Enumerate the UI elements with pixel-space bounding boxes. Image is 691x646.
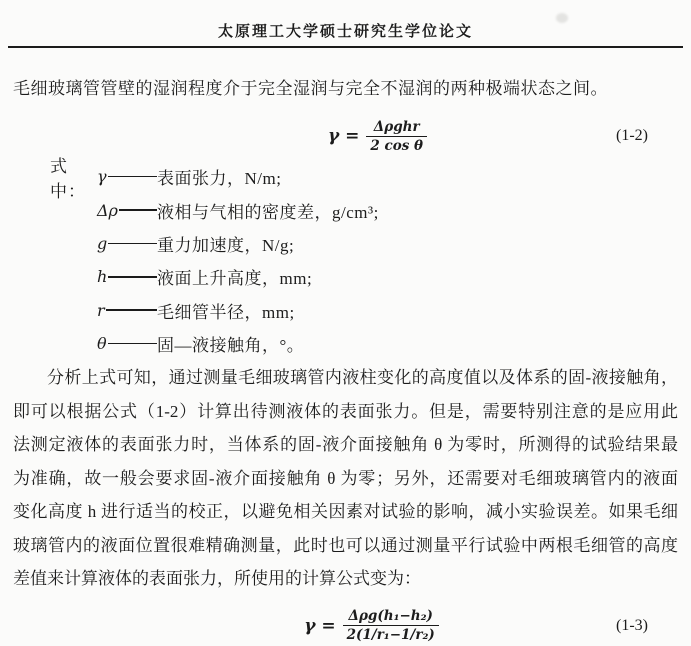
fraction-denominator: 2 cos θ bbox=[370, 137, 423, 154]
equation-1-2-row bbox=[13, 114, 678, 158]
definition-description: 固—液接触角，°。 bbox=[157, 336, 305, 356]
definition-dash bbox=[106, 309, 157, 311]
definition-row bbox=[50, 260, 678, 293]
paragraph-line: 差值来计算液体的表面张力，所使用的计算公式变为： bbox=[13, 569, 421, 589]
paragraph-line: 为准确，故一般会要求固-液介面接触角 θ 为零；另外，还需要对毛细玻璃管内的液面 bbox=[13, 468, 678, 488]
definition-symbol-box bbox=[97, 167, 157, 186]
paragraph-line: 即可以根据公式（1-2）计算出待测液体的表面张力。但是，需要特别注意的是应用此 bbox=[13, 401, 678, 421]
header-rule bbox=[8, 46, 683, 48]
definition-lead-label: 式中： bbox=[50, 156, 86, 201]
definition-description: 表面张力，N/m; bbox=[157, 169, 282, 189]
definition-description: 液相与气相的密度差，g/cm³; bbox=[157, 202, 379, 222]
definition-symbol-box bbox=[97, 267, 157, 286]
definition-dash bbox=[108, 276, 157, 278]
page-body bbox=[0, 72, 691, 646]
paragraph-line: 变化高度 h 进行适当的校正，以避免相关因素对试验的影响，减小实验误差。如果毛细 bbox=[13, 502, 678, 522]
definition-description: 重力加速度，N/g; bbox=[157, 235, 295, 255]
fraction bbox=[343, 608, 439, 643]
equation-number: (1-3) bbox=[616, 616, 648, 634]
definition-description: 毛细管半径，mm; bbox=[157, 302, 295, 322]
intro-paragraph: 毛细玻璃管管壁的湿润程度介于完全湿润与完全不湿润的两种极端状态之间。 bbox=[13, 79, 608, 98]
definition-symbol: h bbox=[97, 267, 108, 287]
definition-symbol: γ bbox=[97, 167, 107, 187]
fraction-numerator: Δρghr bbox=[366, 119, 427, 137]
running-head-title: 太原理工大学硕士研究生学位论文 bbox=[217, 24, 473, 40]
definition-row bbox=[50, 156, 678, 201]
equation-lhs: γ = bbox=[327, 126, 360, 146]
definition-dash bbox=[108, 176, 157, 178]
definition-row bbox=[50, 193, 678, 226]
equation-number: (1-2) bbox=[616, 127, 648, 144]
fraction-numerator: Δρg(h₁−h₂) bbox=[343, 608, 439, 626]
equation-lhs: γ = bbox=[304, 615, 336, 636]
definition-row bbox=[50, 327, 678, 360]
fraction-denominator: 2(1/r₁−1/r₂) bbox=[346, 627, 435, 644]
definition-dash bbox=[119, 209, 157, 211]
paragraph-line: 玻璃管内的液面位置很难精确测量，此时也可以通过测量平行试验中两根毛细管的高度 bbox=[13, 535, 678, 555]
definition-symbol: g bbox=[97, 233, 108, 253]
definition-symbol-box bbox=[97, 234, 157, 253]
definition-symbol: θ bbox=[97, 334, 107, 354]
paragraph-line: 分析上式可知，通过测量毛细玻璃管内液柱变化的高度值以及体系的固-液接触角， bbox=[47, 368, 678, 388]
definition-description: 液面上升高度，mm; bbox=[157, 269, 313, 289]
equation-1-3 bbox=[304, 608, 439, 643]
equation-1-3-row bbox=[13, 604, 678, 646]
definition-row bbox=[50, 294, 678, 327]
definition-dash bbox=[108, 243, 157, 245]
definition-symbol-box bbox=[97, 201, 157, 220]
paragraph-line: 法测定液体的表面张力时，当体系的固-液介面接触角 θ 为零时，所测得的试验结果最 bbox=[13, 435, 678, 455]
scan-artifact bbox=[556, 13, 568, 23]
definition-symbol: Δρ bbox=[97, 200, 118, 220]
fraction bbox=[366, 119, 427, 154]
definition-row bbox=[50, 227, 678, 260]
main-paragraph bbox=[13, 361, 678, 596]
definition-dash bbox=[108, 343, 157, 345]
definition-symbol-box bbox=[97, 334, 157, 353]
definition-symbol: r bbox=[97, 300, 105, 320]
page-header bbox=[0, 0, 691, 41]
equation-1-2 bbox=[328, 119, 427, 154]
definitions-list bbox=[50, 156, 678, 360]
definition-symbol-box bbox=[97, 301, 157, 320]
